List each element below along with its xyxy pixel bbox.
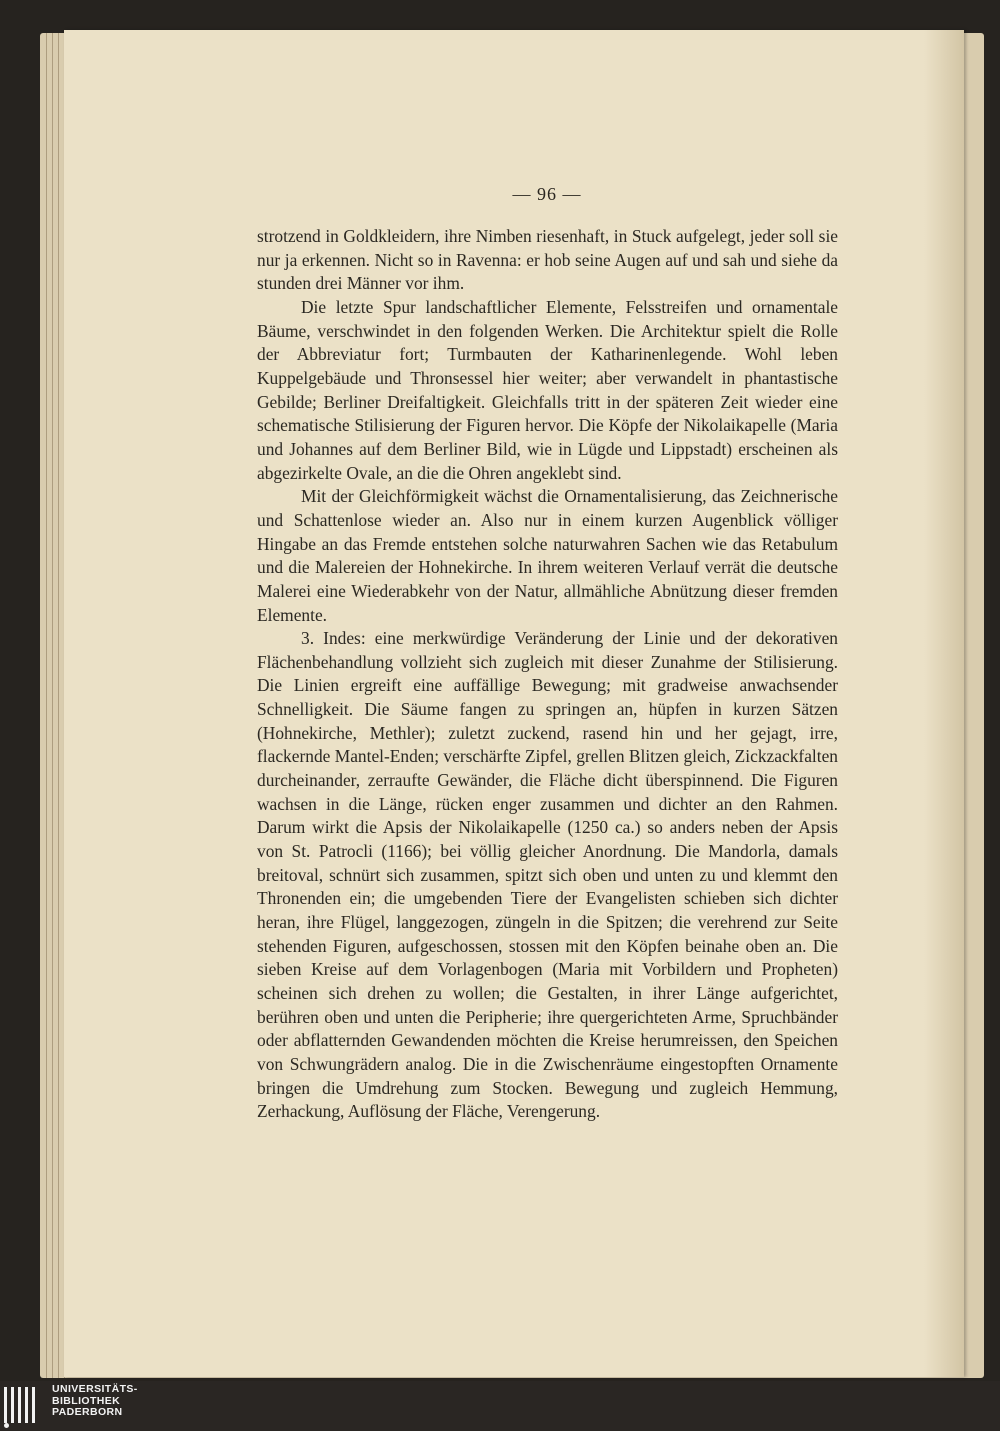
paragraph: 3. Indes: eine merkwürdige Veränderung der Linie und der dekorativen Flächenbehandlung vollzieht sich zugleich mit dieser Zunahme der Stilisierung. Die Linien ergreift eine auffällige Bewegung; mit gradweise anwachsender Schnelligkeit. Die Säume fangen zu springen an, hüpfen in kurzen Sätzen (Hohnekirche, Methler); zuletzt zuckend, rasend hin und her gejagt, irre, flackernde Mantel-Enden; verschärfte Zipfel, grellen Blitzen gleich, Zickzackfalten durcheinander, zerraufte Gewänder, die Fläche dicht überspinnend. Die Figuren wachsen in die Länge, rücken enger zusammen und dichter an den Rahmen. Darum wirkt die Apsis der Nikolaikapelle (1250 ca.) so anders neben der Apsis von St. Patrocli (1166); bei völlig gleicher Anordnung. Die Mandorla, damals breitoval, schnürt sich zusammen, spitzt sich oben und unten zu und klemmt den Thronenden ein; die umgebenden Tiere der Evangelisten schieben sich dichter heran, ihre Flügel, langgezogen, züngeln in die Spitzen; die verehrend zur Seite stehenden Figuren, aufgeschossen, stossen mit den Köpfen beinahe oben an. Die sieben Kreise auf dem Vorlagenbogen (Maria mit Vorbildern und Propheten) scheinen sich drehen zu wollen; die Gestalten, in ihrer Länge aufgerichtet, berühren oben und unten die Peripherie; ihre quergerichteten Arme, Spruchbänder oder abflatternden Gewandenden möchten die Kreise herumreissen, den Speichen von Schwungrädern analog. Die in die Zwischenräume eingestopften Ornamente bringen die Umdrehung zum Stocken. Bewegung und zugleich Hemmung, Zerhackung, Auflösung der Fläche, Verengerung. (257, 628, 838, 1122)
page-edge-line (52, 33, 53, 1378)
paragraph: Die letzte Spur landschaftlicher Elemente, Felsstreifen und ornamentale Bäume, verschwindet in den folgenden Werken. Die Architektur spielt die Rolle der Abbreviatur fort; Turmbauten der Katharinenlegende. Wohl leben Kuppelgebäude und Thronsessel hier weiter; aber verwandelt in phantastische Gebilde; Berliner Dreifaltigkeit. Gleichfalls tritt in der späteren Zeit wieder eine schematische Stilisierung der Figuren hervor. Die Köpfe der Nikolaikapelle (Maria und Johannes auf dem Berliner Bild, wie in Lügde und Lippstadt) erscheinen als abgezirkelte Ovale, an die die Ohren angeklebt sind. (257, 296, 838, 483)
body-text (257, 225, 838, 1124)
paragraph: Mit der Gleichförmigkeit wächst die Ornamentalisierung, das Zeichnerische und Schattenlose wieder an. Also nur in einem kurzen Augenblick völliger Hingabe an das Fremde entstehen solche naturwahren Sachen wie das Retabulum und die Malereien der Hohnekirche. In ihrem weiteren Verlauf verrät die deutsche Malerei eine Wiederabkehr von der Natur, allmähliche Abnützung dieser fremden Elemente. (257, 486, 838, 625)
library-name-line: BIBLIOTHEK (52, 1394, 121, 1407)
library-name (52, 1384, 138, 1419)
page-edge-line (46, 33, 47, 1378)
page-gutter-shadow (924, 30, 964, 1377)
page-edge-line (58, 33, 59, 1378)
page-number: — 96 — (512, 184, 582, 204)
library-barcode-logo-icon (4, 1387, 40, 1427)
library-name-line: UNIVERSITÄTS- (52, 1383, 138, 1395)
library-footer-bar (0, 1381, 1000, 1431)
library-name-line: PADERBORN (52, 1406, 123, 1418)
paragraph: strotzend in Goldkleidern, ihre Nimben riesenhaft, in Stuck aufgelegt, jeder soll sie nur ja erkennen. Nicht so in Ravenna: er hob seine Augen auf und sah und siehe da stunden drei Männer vor ihm. (257, 226, 838, 294)
